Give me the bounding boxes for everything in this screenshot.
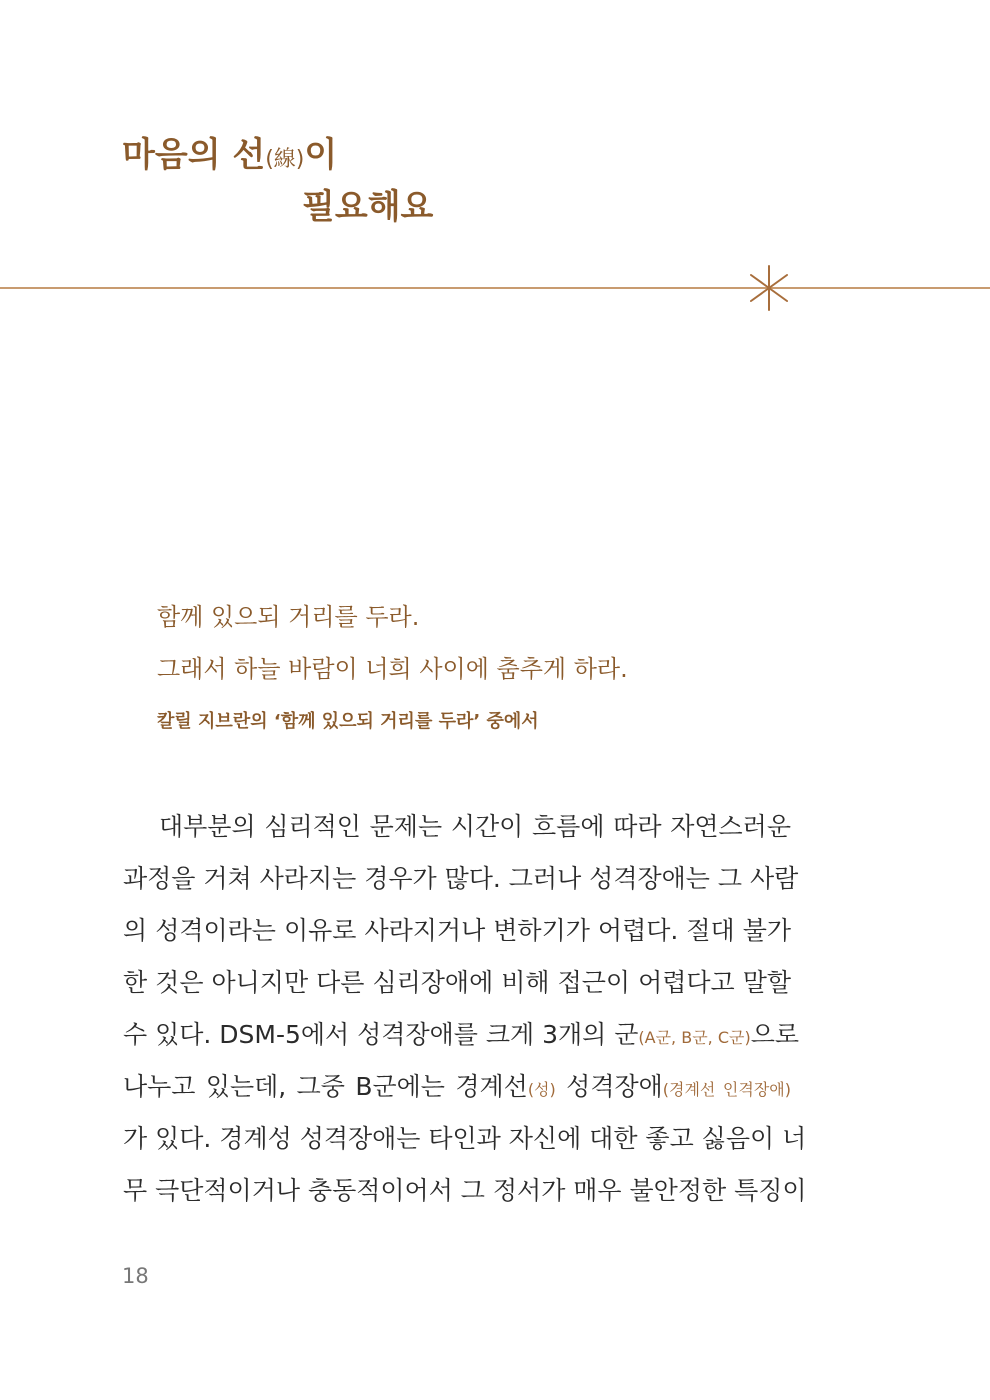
title-text: 마음의 선 — [122, 135, 266, 175]
body-line-6-middle: 성격장애 — [555, 1072, 663, 1101]
title-suffix: 이 — [304, 135, 338, 175]
page-number: 18 — [122, 1264, 149, 1288]
body-line-8: 무 극단적이거나 충동적이어서 그 정서가 매우 불안정한 특징이 — [123, 1176, 807, 1205]
borderline-note: (성) — [527, 1080, 556, 1099]
body-line-2: 과정을 거쳐 사라지는 경우가 많다. 그러나 성격장애는 그 사람 — [123, 864, 799, 893]
chapter-title-line-1 — [122, 135, 338, 175]
quote-line-2: 그래서 하늘 바람이 너희 사이에 춤추게 하라. — [157, 655, 628, 683]
quote-line-1: 함께 있으되 거리를 두라. — [157, 603, 420, 631]
body-line-5-text: 수 있다. DSM-5에서 성격장애를 크게 3개의 군 — [123, 1020, 639, 1049]
quote-source: 칼릴 지브란의 ‘함께 있으되 거리를 두라’ 중에서 — [157, 711, 539, 732]
body-line-5 — [123, 1020, 800, 1049]
asterisk-star-icon — [748, 265, 790, 311]
title-hanja: (線) — [265, 147, 305, 172]
body-line-1: 대부분의 심리적인 문제는 시간이 흐름에 따라 자연스러운 — [159, 812, 791, 841]
cluster-note: (A군, B군, C군) — [638, 1028, 751, 1047]
body-line-6 — [123, 1074, 791, 1099]
body-line-5-ending: 으로 — [750, 1020, 800, 1049]
personality-note: (경계선 인격장애) — [662, 1080, 791, 1099]
body-line-6-text: 나누고 있는데, 그중 B군에는 경계선 — [123, 1072, 528, 1101]
body-line-4: 한 것은 아니지만 다른 심리장애에 비해 접근이 어렵다고 말할 — [123, 968, 791, 997]
body-line-7: 가 있다. 경계성 성격장애는 타인과 자신에 대한 좋고 싫음이 너 — [123, 1124, 807, 1153]
chapter-title-line-2: 필요해요 — [302, 187, 434, 227]
title-divider — [0, 287, 990, 289]
body-line-3: 의 성격이라는 이유로 사라지거나 변하기가 어렵다. 절대 불가 — [123, 916, 791, 945]
